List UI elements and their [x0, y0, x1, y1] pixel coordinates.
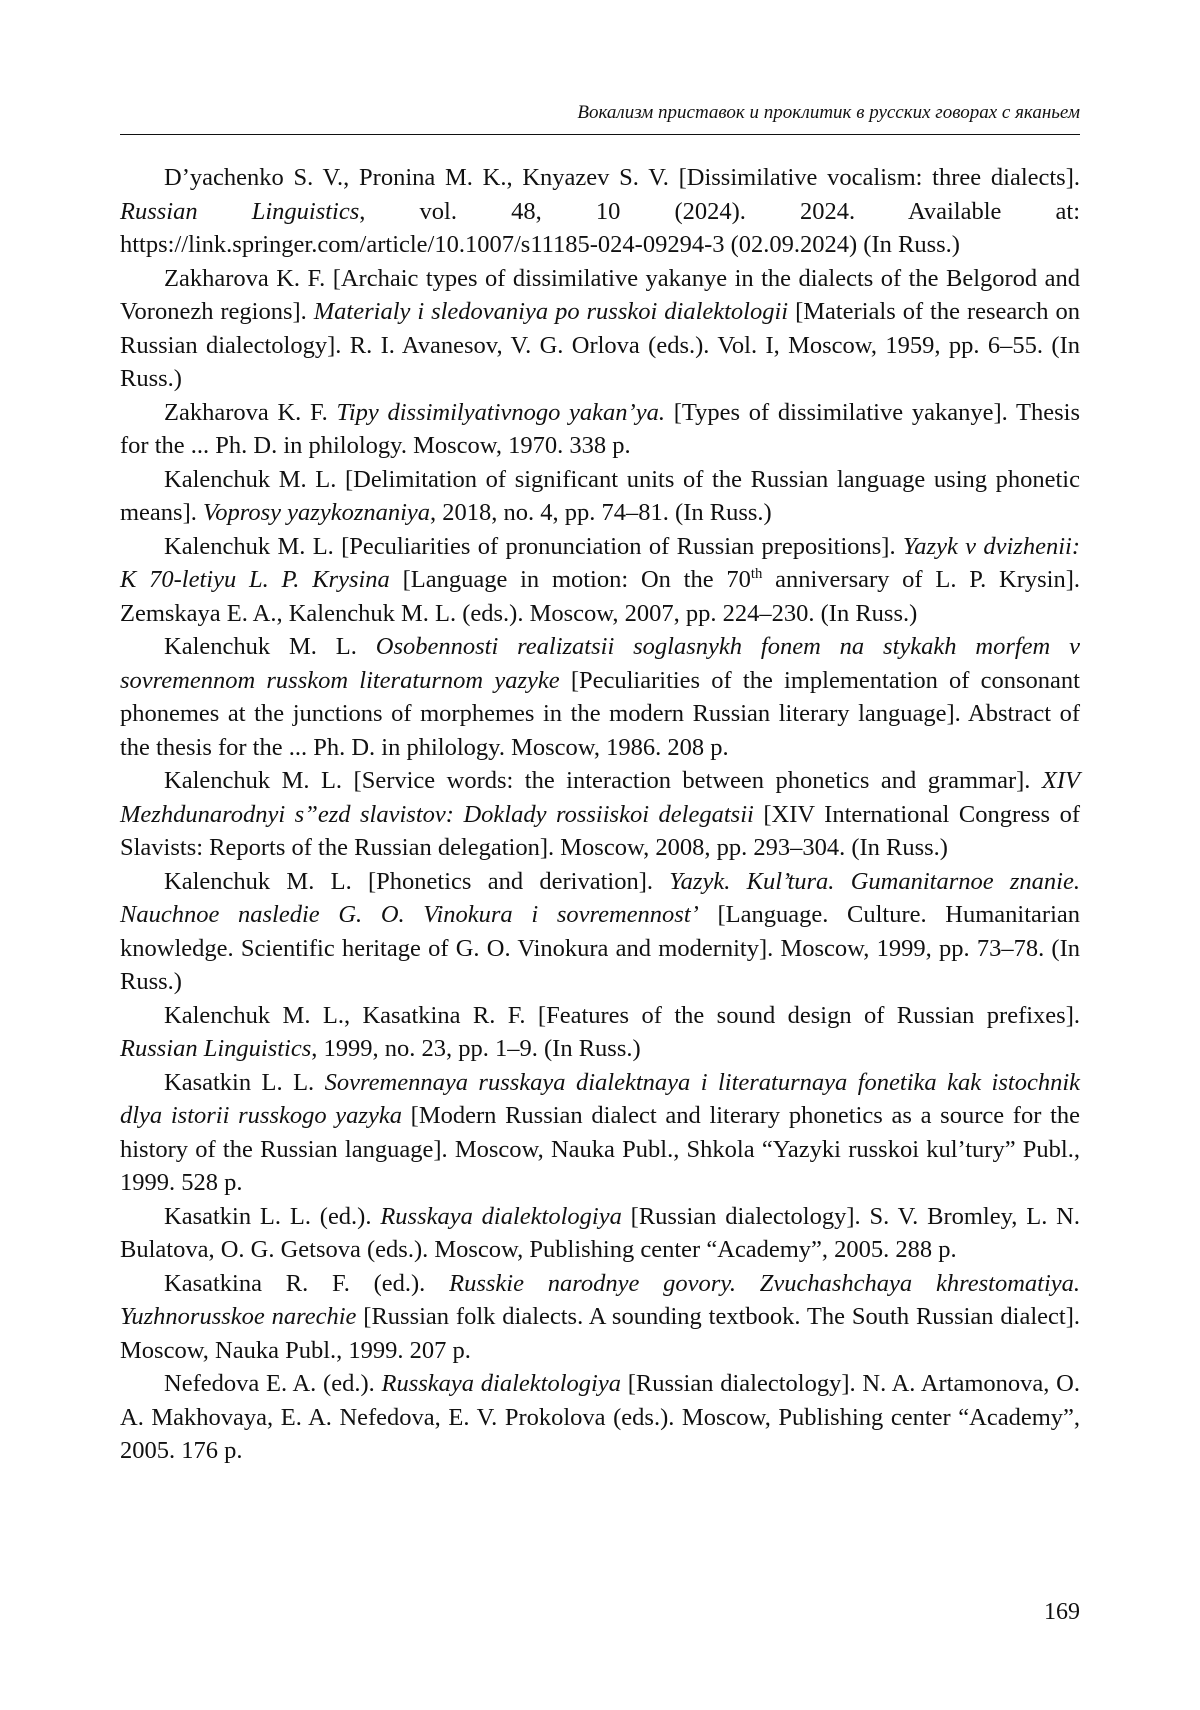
reference-text: Kalenchuk M. L. [Delimitation of significant units of the Russian language using phonetic means].	[120, 465, 1080, 526]
reference-entry	[120, 999, 1080, 1066]
reference-entry	[120, 1367, 1080, 1468]
reference-text: [Russian dialectology]. S. V. Bromley, L. N. Bulatova, O. G. Getsova (eds.). Moscow, Publishing center “Academy”, 2005. 288 p.	[120, 1202, 1080, 1263]
reference-entry	[120, 865, 1080, 999]
reference-text: , 2018, no. 4, pp. 74–81. (In Russ.)	[430, 499, 772, 526]
reference-text: Kasatkina R. F. (ed.).	[164, 1269, 450, 1297]
reference-text: Kalenchuk M. L. [Phonetics and derivation].	[164, 867, 670, 895]
reference-text: anniversary of L. P. Krysin]. Zemskaya E. A., Kalenchuk M. L. (eds.). Moscow, 2007, pp. 224–230. (In Russ.)	[120, 566, 1081, 627]
reference-entry	[120, 1066, 1080, 1200]
reference-text: [XIV International Congress of Slavists: Reports of the Russian delegation]. Moscow, 2008, pp. 293–304. (In Russ.)	[120, 800, 1081, 861]
reference-text: [Types of dissimilative yakanye]. Thesis for the ... Ph. D. in philology. Moscow, 1970. 338 p.	[120, 398, 1080, 459]
reference-entry	[120, 463, 1080, 530]
reference-italic-title: Tipy dissimilyativnogo yakan’ya.	[336, 398, 665, 426]
page-number: 169	[1044, 1599, 1080, 1625]
reference-italic-title: Yazyk v dvizhenii: K 70-letiyu L. P. Krysina	[120, 532, 1080, 593]
reference-text: [Language. Culture. Humanitarian knowledge. Scientific heritage of G. O. Vinokura and modernity]. Moscow, 1999, pp. 73–78. (In Russ.)	[120, 901, 1080, 995]
reference-text: Zakharova K. F. [Archaic types of dissimilative yakanye in the dialects of the Belgorod and Voronezh regions].	[120, 264, 1080, 325]
running-header-title: Вокализм приставок и проклитик в русских говорах с яканьем	[577, 102, 1080, 123]
reference-text: Kalenchuk M. L. [Peculiarities of pronunciation of Russian prepositions].	[164, 532, 903, 560]
reference-italic-title: Materialy i sledovaniya po russkoi dialektologii	[313, 298, 789, 325]
reference-text: Nefedova E. A. (ed.).	[164, 1370, 382, 1397]
reference-text: , vol. 48, 10 (2024). 2024. Available at: https://link.springer.com/article/10.1007/s11185-024-09294-3 (02.09.2024) (In Russ.)	[120, 197, 1081, 258]
reference-italic-title: Russkie narodnye govory. Zvuchashchaya khrestomatiya. Yuzhnorusskoe narechie	[120, 1269, 1080, 1330]
reference-list	[120, 161, 1080, 1468]
reference-italic-title: XIV Mezhdunarodnyi s”ezd slavistov: Doklady rossiiskoi delegatsii	[120, 767, 1080, 828]
reference-text: , 1999, no. 23, pp. 1–9. (In Russ.)	[311, 1035, 641, 1062]
reference-text: [Russian folk dialects. A sounding textbook. The South Russian dialect]. Moscow, Nauka Publ., 1999. 207 p.	[120, 1303, 1080, 1364]
reference-text: Kalenchuk M. L.	[164, 633, 376, 660]
reference-entry	[120, 1267, 1080, 1368]
reference-italic-title: Russian Linguistics	[120, 1035, 312, 1062]
reference-entry	[120, 630, 1080, 764]
reference-text: Kalenchuk M. L. [Service words: the interaction between phonetics and grammar].	[164, 767, 1042, 794]
reference-entry	[120, 1200, 1080, 1267]
reference-text: [Peculiarities of the implementation of consonant phonemes at the junctions of morphemes in the modern Russian literary language]. Abstract of the thesis for the ... Ph. D. in philology. Moscow, 1986. 208 p.	[120, 666, 1080, 761]
reference-text: [Modern Russian dialect and literary phonetics as a source for the history of the Russian language]. Moscow, Nauka Publ., Shkola “Yazyki russkoi kul’tury” Publ., 1999. 528 p.	[120, 1102, 1080, 1196]
superscript-text: th	[750, 565, 763, 582]
reference-italic-title: Russkaya dialektologiya	[381, 1370, 621, 1397]
reference-italic-title: Voprosy yazykoznaniya	[203, 499, 431, 526]
reference-text: Kasatkin L. L.	[164, 1068, 325, 1096]
reference-italic-title: Osobennosti realizatsii soglasnykh fonem na stykakh morfem v sovremennom russkom literaturnom yazyke	[120, 633, 1081, 694]
reference-italic-title: Russian Linguistics	[120, 197, 360, 225]
reference-text: Kasatkin L. L. (ed.).	[164, 1202, 381, 1230]
reference-text: D’yachenko S. V., Pronina M. K., Knyazev S. V. [Dissimilative vocalism: three dialects].	[164, 164, 1080, 191]
reference-entry	[120, 396, 1080, 463]
reference-text: [Materials of the research on Russian dialectology]. R. I. Avanesov, V. G. Orlova (eds.). Vol. I, Moscow, 1959, pp. 6–55. (In Russ.)	[120, 298, 1080, 392]
reference-text: Zakharova K. F.	[164, 398, 337, 426]
reference-entry	[120, 764, 1080, 865]
reference-text: [Russian dialectology]. N. A. Artamonova, O. A. Makhovaya, E. A. Nefedova, E. V. Prokolova (eds.). Moscow, Publishing center “Academy”, 2005. 176 p.	[120, 1370, 1080, 1464]
reference-entry	[120, 262, 1080, 396]
reference-text: [Language in motion: On the 70	[389, 566, 751, 593]
reference-entry	[120, 530, 1080, 631]
reference-italic-title: Sovremennaya russkaya dialektnaya i literaturnaya fonetika kak istochnik dlya istorii russkogo yazyka	[120, 1068, 1080, 1129]
reference-italic-title: Yazyk. Kul’tura. Gumanitarnoe znanie. Nauchnoe nasledie G. O. Vinokura i sovremennost’	[120, 867, 1080, 928]
reference-text: Kalenchuk M. L., Kasatkina R. F. [Features of the sound design of Russian prefixes].	[164, 1001, 1080, 1029]
reference-entry	[120, 161, 1080, 262]
header-divider	[120, 134, 1080, 135]
reference-italic-title: Russkaya dialektologiya	[380, 1202, 622, 1230]
